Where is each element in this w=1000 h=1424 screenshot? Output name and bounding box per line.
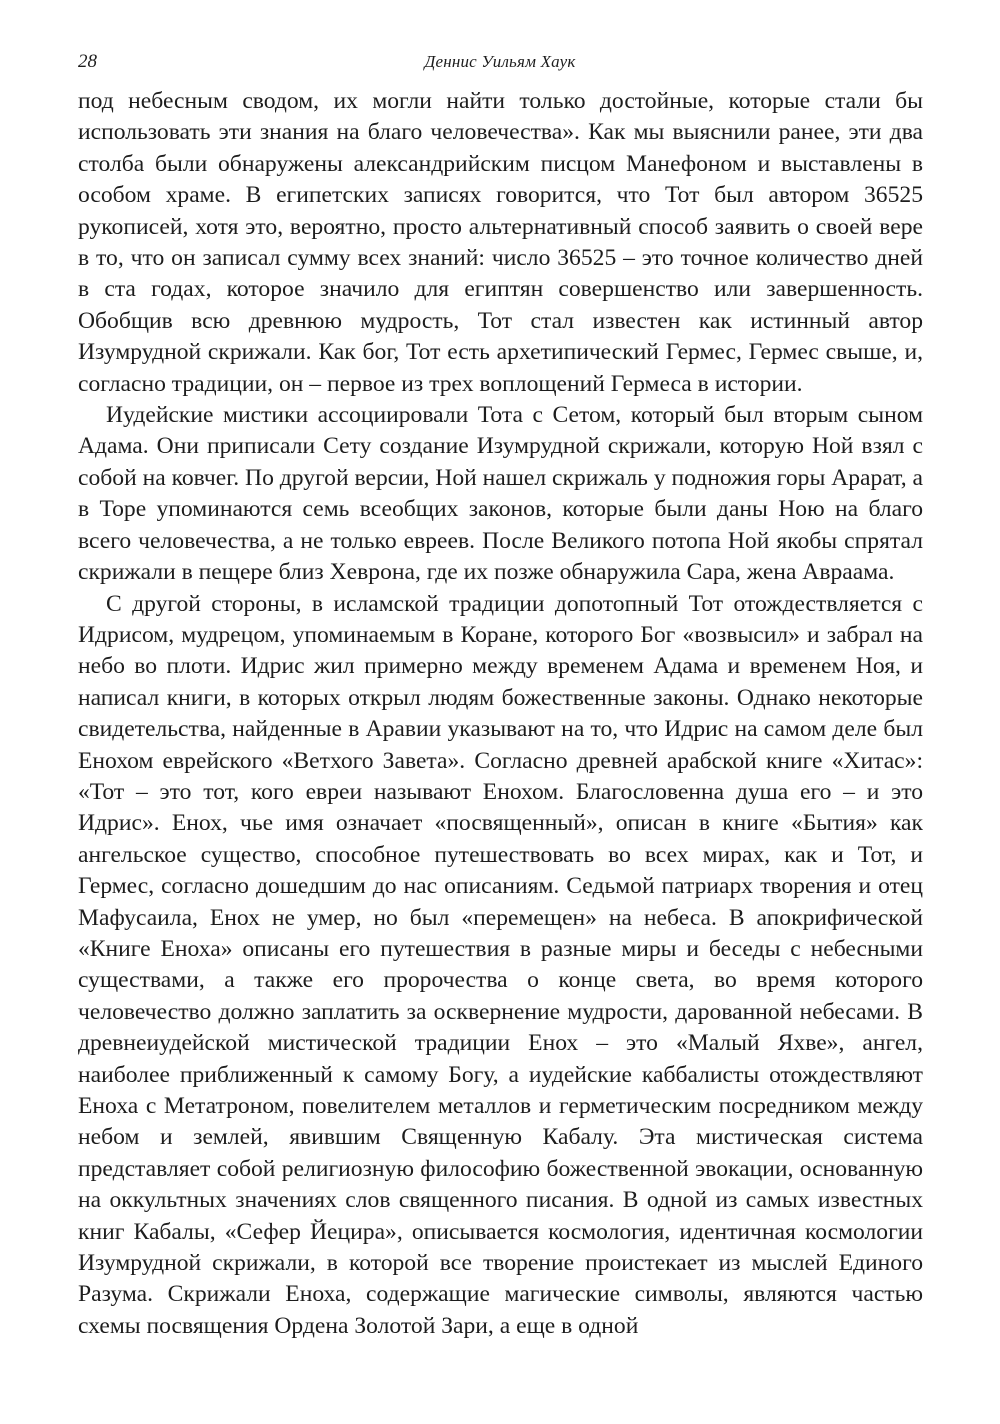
page-number: 28 xyxy=(78,51,97,72)
paragraph-3: С другой стороны, в исламской традиции допотопный Тот отождествляется с Идрисом, мудрецом, упоминаемым в Коране, которого Бог «возвысил» и забрал на небо во плоти. Идрис жил примерно между временем Адама и временем Ноя, и написал книги, в которых открыл людям божественные законы. Однако некоторые свидетельства, найденные в Аравии указывают на то, что Идрис на самом деле был Енохом еврейского «Ветхого Завета». Согласно древней арабской книге «Хитас»: «Тот – это тот, кого евреи называют Енохом. Благословенна душа его – и это Идрис». Енох, чье имя означает «посвященный», описан в книге «Бытия» как ангельское существо, способное путешествовать во всех мирах, как и Тот, и Гермес, согласно дошедшим до нас описаниям. Седьмой патриарх творения и отец Мафусаила, Енох не умер, но был «перемещен» на небеса. В апокрифической «Книге Еноха» описаны его путешествия в разные миры и беседы с небесными существами, а также его пророчества о конце света, во время которого человечество должно заплатить за осквернение мудрости, дарованной небесами. В древнеиудейской мистической традиции Енох – это «Малый Яхве», ангел, наиболее приближенный к самому Богу, а иудейские каббалисты отождествляют Еноха с Метатроном, повелителем металлов и герметическим посредником между небом и землей, явившим Священную Кабалу. Эта мистическая система представляет собой религиозную философию божественной эвокации, основанную на оккультных значениях слов священного писания. В одной из самых известных книг Кабалы, «Сефер Йецира», описывается космология, идентичная космологии Изумрудной скрижали, в которой все творение проистекает из мыслей Единого Разума. Скрижали Еноха, содержащие магические символы, являются частью схемы посвящения Ордена Золотой Зари, а еще в одной xyxy=(78,590,923,1339)
paragraph-2: Иудейские мистики ассоциировали Тота с Сетом, который был вторым сыном Адама. Они приписали Сету создание Изумрудной скрижали, которую Ной взял с собой на ковчег. По другой версии, Ной нашел скрижаль у подножия горы Арарат, а в Торе упоминаются семь всеобщих законов, которые были даны Ною на благо всего человечества, а не только евреев. После Великого потопа Ной якобы спрятал скрижали в пещере близ Хеврона, где их позже обнаружила Сара, жена Авраама. xyxy=(78,402,923,586)
body-text xyxy=(78,86,923,1342)
running-head xyxy=(78,50,922,74)
running-title: Деннис Уильям Хаук xyxy=(424,52,576,71)
paragraph-1: под небесным сводом, их могли найти только достойные, которые стали бы использовать эти знания на благо человечества». Как мы выяснили ранее, эти два столба были обнаружены александрийским писцом Манефоном и выставлены в особом храме. В египетских записях говорится, что Тот был автором 36525 рукописей, хотя это, вероятно, просто альтернативный способ заявить о своей вере в то, что он записал сумму всех знаний: число 36525 – это точное количество дней в ста годах, которое значило для египтян совершенство или завершенность. Обобщив всю древнюю мудрость, Тот стал известен как истинный автор Изумрудной скрижали. Как бог, Тот есть архетипический Гермес, Гермес свыше, и, согласно традиции, он – первое из трех воплощений Гермеса в истории. xyxy=(78,88,923,397)
